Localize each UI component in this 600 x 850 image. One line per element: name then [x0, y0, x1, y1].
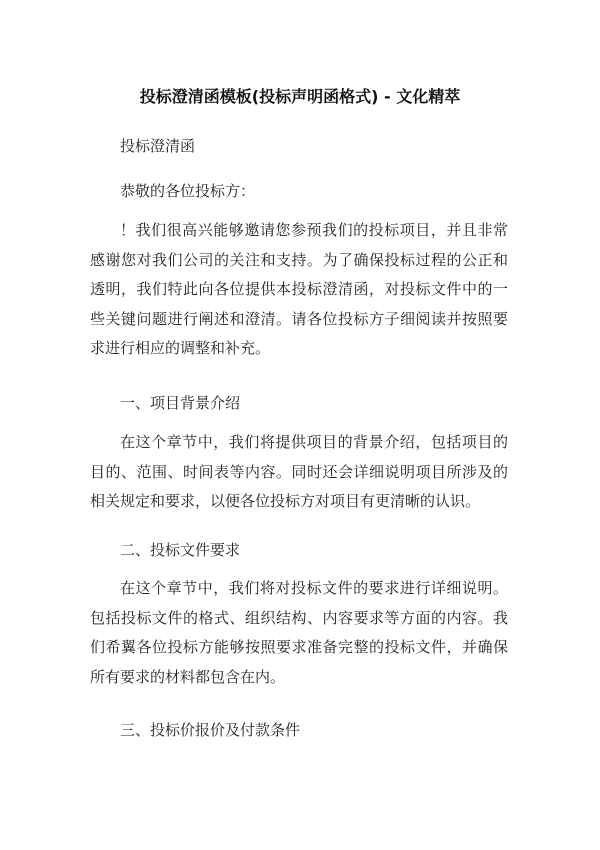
section-heading-pricing: 三、投标价报价及付款条件 [120, 721, 301, 739]
intro-paragraph: ！我们很高兴能够邀请您参预我们的投标项目，并且非常感谢您对我们公司的关注和支持。为了确保投标过程的公正和透明，我们特此向各位提供本投标澄清函，对投标文件中的一些关键问题进行阐述和澄清。请各位投标方子细阅读并按照要求进行相应的调整和补充。 [90, 221, 508, 357]
section-body-background: 在这个章节中，我们将提供项目的背景介绍，包括项目的目的、范围、时间表等内容。同时还会详细说明项目所涉及的相关规定和要求，以便各位投标方对项目有更清晰的认识。 [90, 433, 508, 510]
section-heading-background: 一、项目背景介绍 [120, 394, 241, 412]
document-title: 投标澄清函模板(投标声明函格式) - 文化精萃 [139, 87, 461, 106]
salutation: 恭敬的各位投标方： [120, 182, 256, 200]
section-body-requirements: 在这个章节中，我们将对投标文件的要求进行详细说明。包括投标文件的格式、组织结构、内容要求等方面的内容。我们希翼各位投标方能够按照要求准备完整的投标文件，并确保所有要求的材料都包含在内。 [90, 579, 508, 686]
section-heading-requirements: 二、投标文件要求 [120, 541, 241, 559]
letter-heading: 投标澄清函 [120, 137, 196, 155]
